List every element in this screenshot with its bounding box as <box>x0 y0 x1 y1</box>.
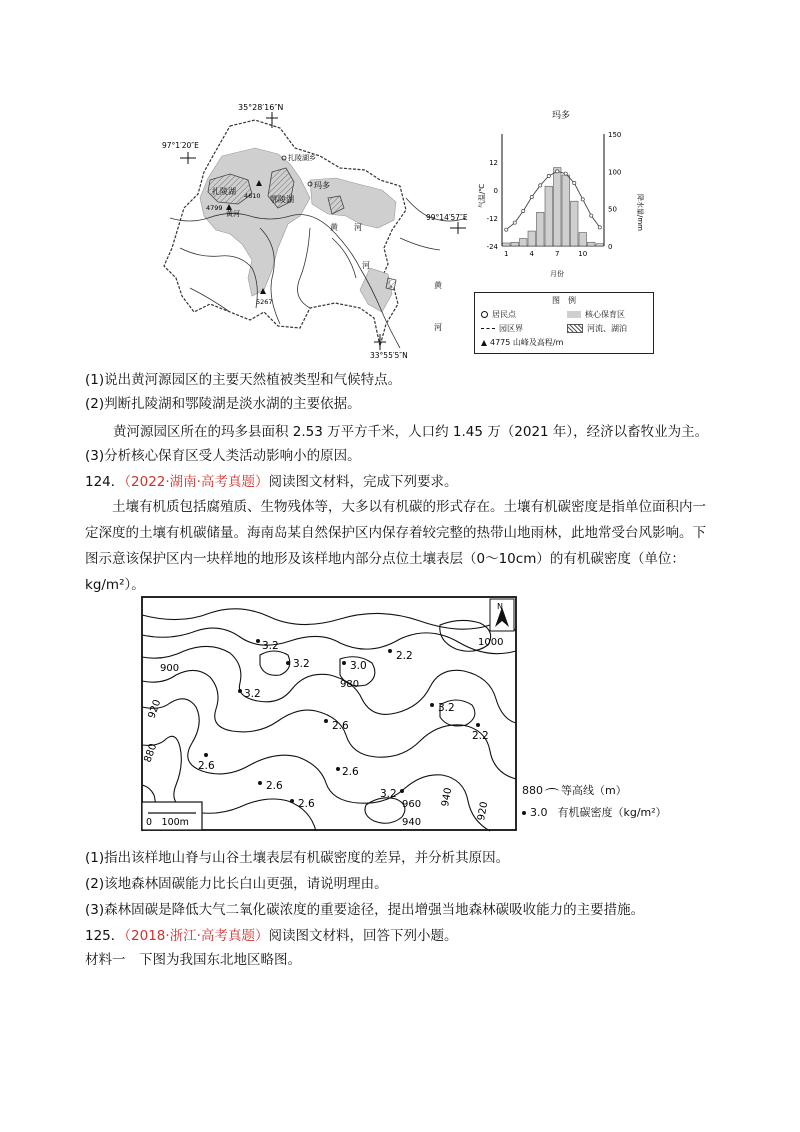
sample-point <box>324 719 328 723</box>
sample-point <box>342 661 346 665</box>
sample-value: 2.6 <box>342 766 359 778</box>
temp-point <box>573 181 576 184</box>
y2-tick-label: 150 <box>608 131 622 139</box>
q125-number: 125． <box>85 928 125 944</box>
precip-bar <box>511 242 519 246</box>
sample-point <box>476 723 480 727</box>
label-he: 河 <box>354 223 362 232</box>
precip-bar <box>579 233 587 246</box>
legend-item-peak: 4775 山峰及高程/m <box>490 338 564 347</box>
y2-tick-label: 0 <box>608 243 613 251</box>
peak-elev-3: 5267 <box>256 298 273 306</box>
boundary-line-icon <box>481 328 495 329</box>
park-map <box>160 98 480 360</box>
legend-item-settlement: 居民点 <box>492 310 516 319</box>
precip-bar <box>545 186 553 246</box>
core-area-swatch-icon <box>567 311 581 318</box>
point-legend-label: 有机碳密度（kg/m²） <box>557 806 667 819</box>
chart-y2label: 降水量/mm <box>636 194 644 231</box>
chart-marks <box>487 131 622 258</box>
contour-label-1000: 1000 <box>478 637 504 648</box>
contour-label-900: 900 <box>160 663 180 674</box>
temp-line <box>506 171 600 229</box>
contour-label-920: 920 <box>146 698 164 721</box>
temp-point <box>505 228 508 231</box>
q125-material1: 材料一 下图为我国东北地区略图。 <box>85 952 301 968</box>
sample-point <box>258 781 262 785</box>
precip-bar <box>528 231 536 246</box>
coord-south: 33°55′5″N <box>370 351 408 360</box>
q124-material: 土壤有机质包括腐殖质、生物残体等，大多以有机碳的形式存在。土壤有机碳密度是指单位面积内一定深度的土壤有机碳储量。海南岛某自然保护区内保存着较完整的热带山地雨林，此地常受台风影响。下图示意该保护区内一块样地的地形及该样地内部分点位土壤表层（0～10cm）的有机碳密度（单位：kg/m²）。 <box>85 499 706 593</box>
sample-value: 2.6 <box>266 780 283 792</box>
coord-north: 35°28′16″N <box>238 103 284 112</box>
y-tick-label: 12 <box>489 159 498 167</box>
x-tick-label: 7 <box>555 250 560 258</box>
q124-header <box>85 472 457 492</box>
label-huang2: 黄 <box>434 281 442 290</box>
sample-value: 2.6 <box>298 798 315 810</box>
chart-ylabel: 气温/℃ <box>478 183 486 208</box>
settlement-symbol-icon <box>481 311 488 318</box>
precip-bar <box>596 244 604 246</box>
sample-point <box>238 689 242 693</box>
coord-west: 97°1′20″E <box>162 141 199 150</box>
sample-value: 3.2 <box>293 658 310 670</box>
label-eling-lake: 鄂陵湖 <box>270 195 294 204</box>
climate-chart <box>472 104 648 282</box>
q123-part1: (1)说出黄河源园区的主要天然植被类型和气候特点。 <box>85 372 402 388</box>
contour-legend <box>522 780 667 824</box>
park-boundary <box>164 120 406 346</box>
peak-elev-2: 4799 <box>206 204 223 212</box>
legend-item-boundary: 园区界 <box>499 324 523 333</box>
temp-point <box>513 221 516 224</box>
sample-value: 3.2 <box>380 788 397 800</box>
contour-label-960: 960 <box>402 799 422 810</box>
temp-point <box>556 170 559 173</box>
x-tick-label: 10 <box>578 250 588 258</box>
contour-map <box>140 595 520 833</box>
y2-tick-label: 50 <box>608 205 617 214</box>
q125-header <box>85 926 457 946</box>
small-lake-2 <box>386 278 396 290</box>
y2-tick-label: 100 <box>608 168 622 177</box>
legend-item-river: 河流、湖泊 <box>587 324 627 333</box>
north-label: N <box>497 602 503 611</box>
y-tick-label: -24 <box>486 243 498 251</box>
q124-instruction: 阅读图文材料，完成下列要求。 <box>268 474 458 490</box>
q124-part3: (3)森林固碳是降低大气二氧化碳浓度的重要途径，提出增强当地森林碳吸收能力的主要措施。 <box>85 902 645 918</box>
point-legend-icon <box>522 811 526 815</box>
sample-point <box>388 649 392 653</box>
label-huang: 黄 <box>330 223 338 232</box>
contour-label-920b: 920 <box>476 800 491 822</box>
temp-point <box>590 214 593 217</box>
sample-point <box>430 703 434 707</box>
label-zhalingxiang: 扎陵湖乡 <box>288 154 316 162</box>
contour-legend-number: 880 <box>522 784 543 797</box>
coord-east: 99°14′57″E <box>426 213 468 222</box>
sample-point <box>286 661 290 665</box>
sample-point <box>204 753 208 757</box>
precip-bar <box>537 212 545 246</box>
sample-value: 2.6 <box>198 760 215 772</box>
scale-label: 0 100m <box>146 817 189 828</box>
q124-source: （2022·湖南·高考真题） <box>124 474 269 490</box>
label-huanghe: 黄河 <box>226 210 240 218</box>
sample-value: 3.0 <box>350 660 367 672</box>
sample-value: 2.2 <box>472 730 489 742</box>
river-lake-icon <box>567 324 583 333</box>
contour-label-880: 880 <box>142 742 160 765</box>
q124-number: 124． <box>85 474 125 490</box>
legend-item-core: 核心保育区 <box>585 310 625 319</box>
sample-value: 2.6 <box>332 720 349 732</box>
temp-point <box>581 198 584 201</box>
map-legend <box>474 292 654 354</box>
precip-bar <box>520 239 528 246</box>
y-tick-label: 0 <box>493 187 498 195</box>
sample-value: 2.2 <box>396 650 413 662</box>
sample-value: 3.2 <box>262 640 279 652</box>
contour-line-icon <box>545 788 559 795</box>
contour-label-940b: 940 <box>440 786 455 808</box>
q123-material: 黄河源园区所在的玛多县面积 2.53 万平方千米，人口约 1.45 万（2021 年），经济以畜牧业为主。 <box>113 424 709 440</box>
contour-label-980: 980 <box>340 679 360 690</box>
temp-point <box>598 226 601 229</box>
temp-point <box>522 209 525 212</box>
temp-point <box>539 184 542 187</box>
label-he2: 河 <box>362 261 370 270</box>
precip-bar <box>588 242 596 246</box>
q123-part3: (3)分析核心保育区受人类活动影响小的原因。 <box>85 448 361 464</box>
temp-point <box>547 174 550 177</box>
legend-title: 图 例 <box>552 296 576 305</box>
precip-bar <box>571 201 579 246</box>
contour-legend-label: 等高线（m） <box>561 784 627 797</box>
chart-title: 玛多 <box>552 111 571 121</box>
sample-value: 3.2 <box>244 688 261 700</box>
sample-point <box>336 767 340 771</box>
sample-point <box>400 789 404 793</box>
peak-elev-1: 4610 <box>244 192 261 200</box>
q125-source: （2018·浙江·高考真题） <box>124 928 269 944</box>
chart-xlabel: 月份 <box>550 270 564 278</box>
temp-point <box>530 195 533 198</box>
core-area-3 <box>360 268 392 312</box>
q123-part2: (2)判断扎陵湖和鄂陵湖是淡水湖的主要依据。 <box>85 396 361 412</box>
y-tick-label: -12 <box>486 215 498 223</box>
precip-bar <box>503 243 511 246</box>
label-zhaling-lake: 扎陵湖 <box>212 187 236 196</box>
sample-value: 3.2 <box>438 702 455 714</box>
sample-point <box>256 639 260 643</box>
temp-point <box>564 172 567 175</box>
precip-bar <box>562 175 570 246</box>
q125-instruction: 阅读图文材料，回答下列小题。 <box>268 928 458 944</box>
peak-symbol-icon <box>481 340 487 346</box>
x-tick-label: 1 <box>504 250 509 258</box>
label-maduo: 玛多 <box>314 181 330 190</box>
q124-part1: (1)指出该样地山脊与山谷土壤表层有机碳密度的差异，并分析其原因。 <box>85 850 510 866</box>
label-he3: 河 <box>434 323 442 332</box>
point-legend-number: 3.0 <box>530 806 548 819</box>
x-tick-label: 4 <box>529 250 534 258</box>
contour-label-940: 940 <box>402 817 422 828</box>
q124-part2: (2)该地森林固碳能力比长白山更强，请说明理由。 <box>85 876 388 892</box>
precip-bar <box>554 168 562 246</box>
sample-point <box>290 799 294 803</box>
core-area-1 <box>200 148 310 296</box>
